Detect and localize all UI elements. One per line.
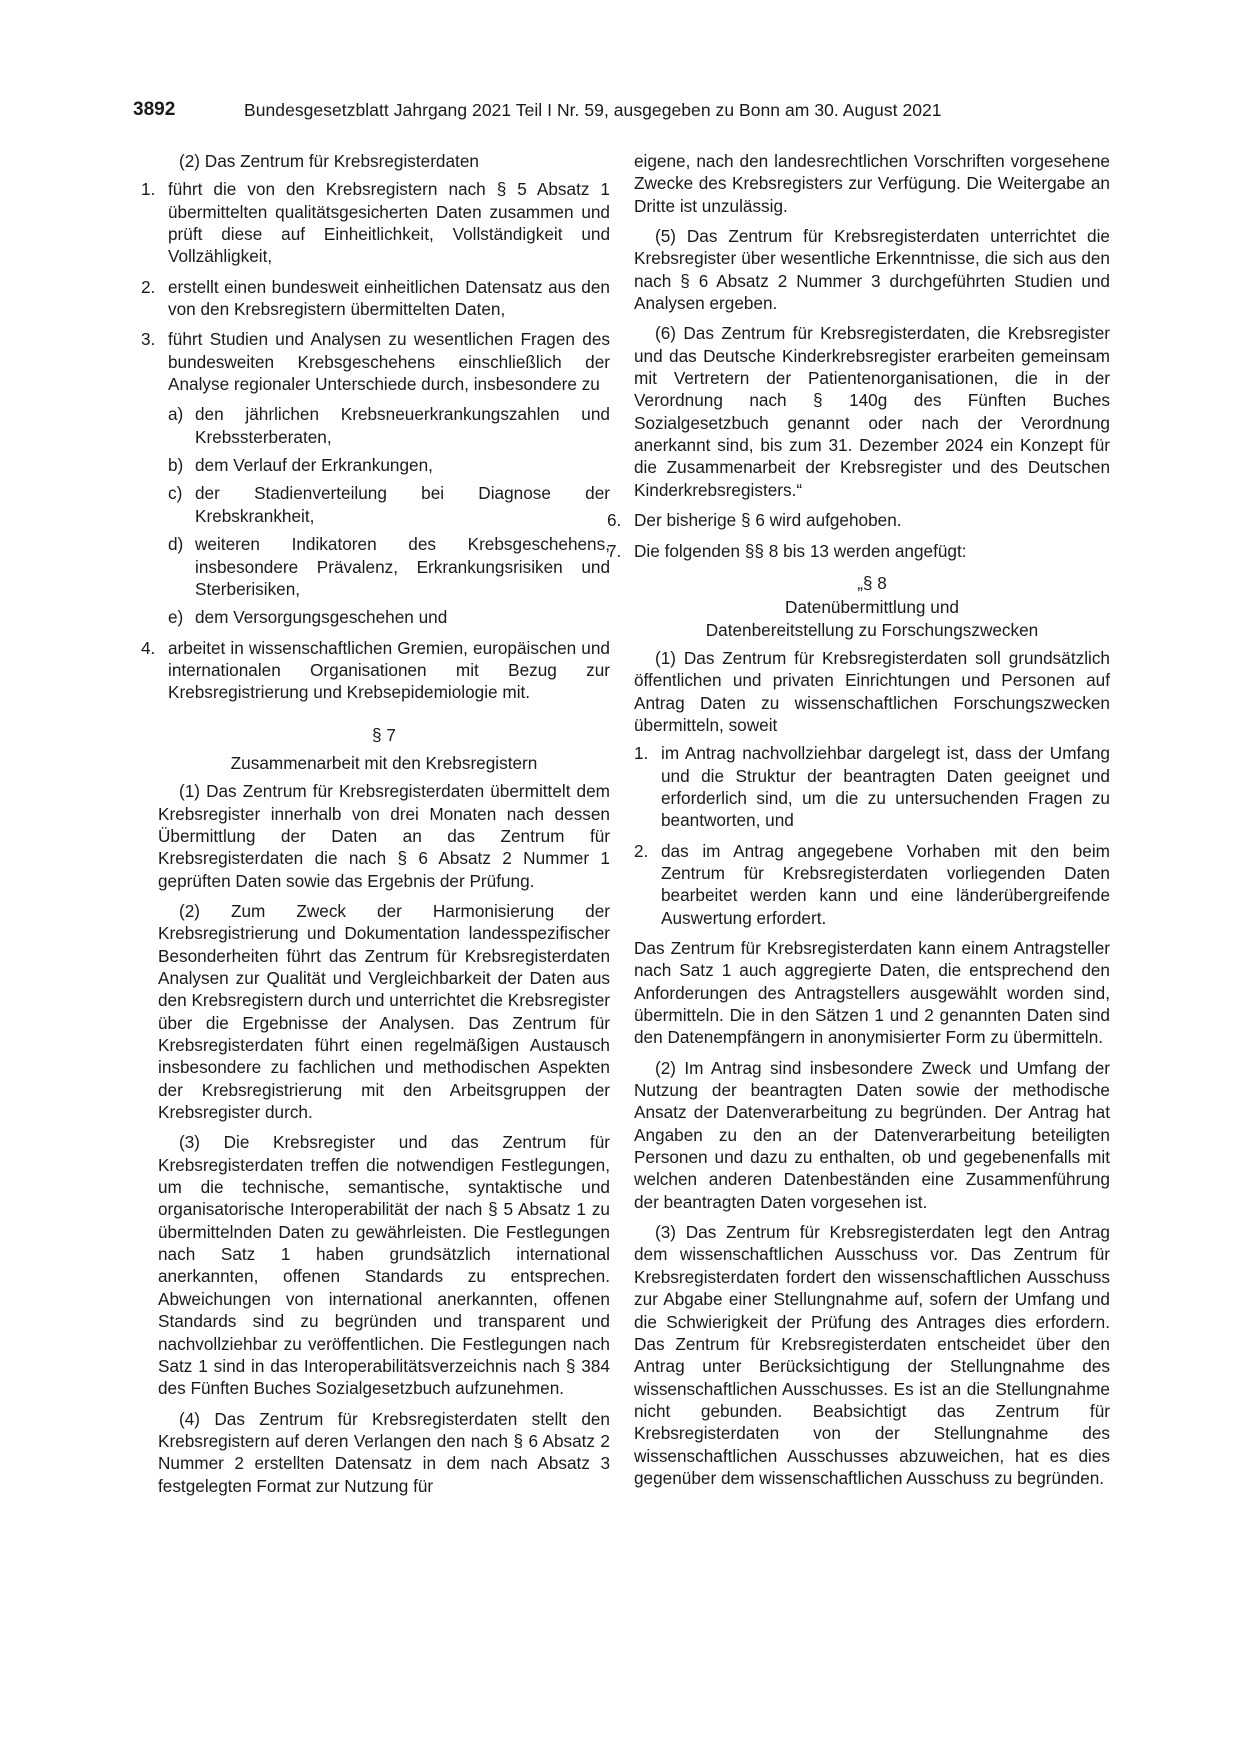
list-item-number: 3. <box>141 329 156 350</box>
amendment-item <box>607 509 1110 531</box>
sub-list-item-text: den jährlichen Krebsneuerkrankungszahlen und Krebssterberaten, <box>195 404 610 447</box>
section-8-heading: „§ 8 <box>857 572 887 593</box>
list-item <box>634 840 1110 929</box>
section-7-paragraph-4: (4) Das Zentrum für Krebsregisterdaten stellt den Krebsregistern auf deren Verlangen den nach § 6 Absatz 2 Nummer 2 erstellten Datensatz in dem nach Absatz 3 festgelegten Format zur Nutzung für <box>158 1408 610 1496</box>
amendment-item-text: Die folgenden §§ 8 bis 13 werden angefügt: <box>634 540 967 561</box>
list-item-number: 1. <box>141 179 156 200</box>
paragraph-4-continued: eigene, nach den landesrechtlichen Vorschriften vorgesehene Zwecke des Krebsregisters zur Verfügung. Die Weitergabe an Dritte ist unzulässig. <box>634 151 1110 216</box>
list-item-text: führt die von den Krebsregistern nach § 5 Absatz 1 übermittelten qualitätsgesicherten Daten zusammen und prüft diese auf Einheitlichkeit, Vollständigkeit und Vollzähligkeit, <box>168 179 610 267</box>
list-item <box>634 742 1110 831</box>
paragraph-6: (6) Das Zentrum für Krebsregisterdaten, die Krebsregister und das Deutsche Kinderkrebsregister erarbeiten gemeinsam mit Vertretern der Patientenorganisationen, die in der Verordnung nach § 140g des Fünften Buches Sozialgesetzbuch genannt oder nach der Verordnung anerkannt sind, bis zum 31. Dezember 2024 ein Konzept für die Zusammenarbeit der Krebsregister und des Deutschen Kinderkrebsregisters.“ <box>634 323 1110 500</box>
amendment-item-number: 7. <box>607 540 622 561</box>
running-head: Bundesgesetzblatt Jahrgang 2021 Teil I Nr. 59, ausgegeben zu Bonn am 30. August 2021 <box>244 100 942 120</box>
sub-list-item-text: dem Versorgungsgeschehen und <box>195 607 448 628</box>
sub-list-item-text: weiteren Indikatoren des Krebsgeschehens, insbesondere Prävalenz, Erkrankungsrisiken und Sterberisiken, <box>195 534 610 599</box>
section-7-title: Zusammenarbeit mit den Krebsregistern <box>230 752 538 773</box>
sub-list-item <box>168 482 610 527</box>
section-8-paragraph-1-continued: Das Zentrum für Krebsregisterdaten kann einem Antragsteller nach Satz 1 auch aggregierte Daten, die entsprechend den Anforderungen des Antragstellers ausgewählt worden sind, übermitteln. Die in den Sätzen 1 und 2 genannten Daten sind den Datenempfängern in anonymisierter Form zu übermitteln. <box>634 938 1110 1048</box>
sub-list-item-text: dem Verlauf der Erkrankungen, <box>195 455 433 476</box>
section-8-paragraph-3: (3) Das Zentrum für Krebsregisterdaten legt den Antrag dem wissenschaftlichen Ausschuss vor. Das Zentrum für Krebsregisterdaten fordert den wissenschaftlichen Ausschuss zur Abgabe einer Stellungnahme auf, sofern der Umfang und die Schwierigkeit der Prüfung des Antrages dies erfordern. Das Zentrum für Krebsregisterdaten entscheidet über den Antrag unter Berücksichtigung der Stellungnahme des wissenschaftlichen Ausschusses. Es ist an die Stellungnahme nicht gebunden. Beabsichtigt das Zentrum für Krebsregisterdaten von der Stellungnahme des wissenschaftlichen Ausschusses abzuweichen, hat es dies gegenüber dem wissenschaftlichen Ausschuss zu begründen. <box>634 1222 1110 1488</box>
sub-list-item-letter: d) <box>168 534 184 555</box>
list-item-number: 2. <box>634 840 649 861</box>
right-column <box>607 150 1110 1497</box>
left-column <box>141 150 610 1505</box>
paragraph-5: (5) Das Zentrum für Krebsregisterdaten unterrichtet die Krebsregister über wesentliche Erkenntnisse, die sich aus den nach § 6 Absatz 2 Nummer 3 durchgeführten Studien und Analysen ergeben. <box>634 226 1110 314</box>
list-item-number: 2. <box>141 276 156 297</box>
sub-list-item-text: der Stadienverteilung bei Diagnose der Krebskrankheit, <box>195 483 610 526</box>
list-item <box>141 328 610 395</box>
section-8-paragraph-1-intro: (1) Das Zentrum für Krebsregisterdaten soll grundsätzlich öffentlichen und privaten Einrichtungen und Personen auf Antrag Daten zu wissenschaftlichen Forschungszwecken übermitteln, soweit <box>634 647 1110 735</box>
sub-list-item <box>168 454 610 476</box>
sub-list-item <box>168 606 610 628</box>
list-item-text: das im Antrag angegebene Vorhaben mit den beim Zentrum für Krebsregisterdaten vorliegenden Daten bearbeitet werden kann und eine länderübergreifende Auswertung erfordert. <box>661 840 1110 928</box>
list-item-text: arbeitet in wissenschaftlichen Gremien, europäischen und internationalen Organisationen mit Bezug zur Krebsregistrierung und Krebsepidemiologie mit. <box>168 637 610 703</box>
section-8-title-line-1: Datenübermittlung und <box>785 597 959 618</box>
list-item <box>141 178 610 267</box>
amendment-item <box>607 540 1110 562</box>
section-7-paragraph-1: (1) Das Zentrum für Krebsregisterdaten übermittelt dem Krebsregister innerhalb von drei Monaten nach dessen Übermittlung der Daten an das Zentrum für Krebsregisterdaten die nach § 6 Absatz 2 Nummer 1 geprüften Daten sowie das Ergebnis der Prüfung. <box>158 781 610 891</box>
page-number: 3892 <box>133 99 176 120</box>
sub-list-item-letter: a) <box>168 404 184 425</box>
sub-list-item-letter: b) <box>168 455 184 476</box>
amendment-item-text: Der bisherige § 6 wird aufgehoben. <box>634 510 902 531</box>
page-header <box>133 99 1110 127</box>
list-item <box>141 276 610 321</box>
section-7-paragraph-3: (3) Die Krebsregister und das Zentrum für Krebsregisterdaten treffen die notwendigen Festlegungen, um die technische, semantische, syntaktische und organisatorische Interoperabilität der nach § 5 Absatz 1 zu übermittelnden Daten zu gewährleisten. Die Festlegungen nach Satz 1 haben grundsätzlich international anerkannten, offenen Standards zu entsprechen. Abweichungen von international anerkannten, offenen Standards sind zu begründen und transparent und nachvollziehbar zu veröffentlichen. Die Festlegungen nach Satz 1 sind in das Interoperabilitätsverzeichnis nach § 384 des Fünften Buches Sozialgesetzbuch aufzunehmen. <box>158 1132 610 1399</box>
section-8-paragraph-2: (2) Im Antrag sind insbesondere Zweck und Umfang der Nutzung der beantragten Daten sowie der methodische Ansatz der Datenverarbeitung zu begründen. Der Antrag hat Angaben zu den an der Datenverarbeitung beteiligten Personen und dazu zu enthalten, ob und gegebenenfalls mit welchen anderen Datenbeständen eine Zusammenführung der beantragten Daten vorgesehen ist. <box>634 1057 1110 1212</box>
section-7-paragraph-2: (2) Zum Zweck der Harmonisierung der Krebsregistrierung und Dokumentation landesspezifischer Besonderheiten führt das Zentrum für Krebsregisterdaten Analysen zur Qualität und Vergleichbarkeit der Daten aus den Krebsregistern durch und unterrichtet die Krebsregister über die Ergebnisse der Analysen. Das Zentrum für Krebsregisterdaten führt einen regelmäßigen Austausch insbesondere zu fachlichen und methodischen Aspekten der Krebsregistrierung mit den Arbeitsgruppen der Krebsregister durch. <box>158 900 610 1123</box>
sub-list-item-letter: e) <box>168 607 184 628</box>
section-7-heading: § 7 <box>372 724 396 745</box>
list-item <box>141 637 610 704</box>
sub-list-item <box>168 533 610 600</box>
sub-list-item-letter: c) <box>168 483 183 504</box>
list-item-text: im Antrag nachvollziehbar dargelegt ist, dass der Umfang und die Struktur der beantragten Daten geeignet und erforderlich sind, um die zu untersuchenden Fragen zu beantworten, und <box>661 743 1110 831</box>
amendment-item-number: 6. <box>607 510 622 531</box>
list-item-number: 1. <box>634 743 649 764</box>
list-item-text: erstellt einen bundesweit einheitlichen Datensatz aus den von den Krebsregistern übermittelten Daten, <box>168 276 610 320</box>
list-item-text: führt Studien und Analysen zu wesentlichen Fragen des bundesweiten Krebsgeschehens einschließlich der Analyse regionaler Unterschiede durch, insbesondere zu <box>168 329 610 395</box>
paragraph-2-intro: (2) Das Zentrum für Krebsregisterdaten <box>179 151 479 171</box>
list-item-number: 4. <box>141 637 156 658</box>
section-8-title-line-2: Datenbereitstellung zu Forschungszwecken <box>705 619 1039 640</box>
sub-list-item <box>168 403 610 448</box>
